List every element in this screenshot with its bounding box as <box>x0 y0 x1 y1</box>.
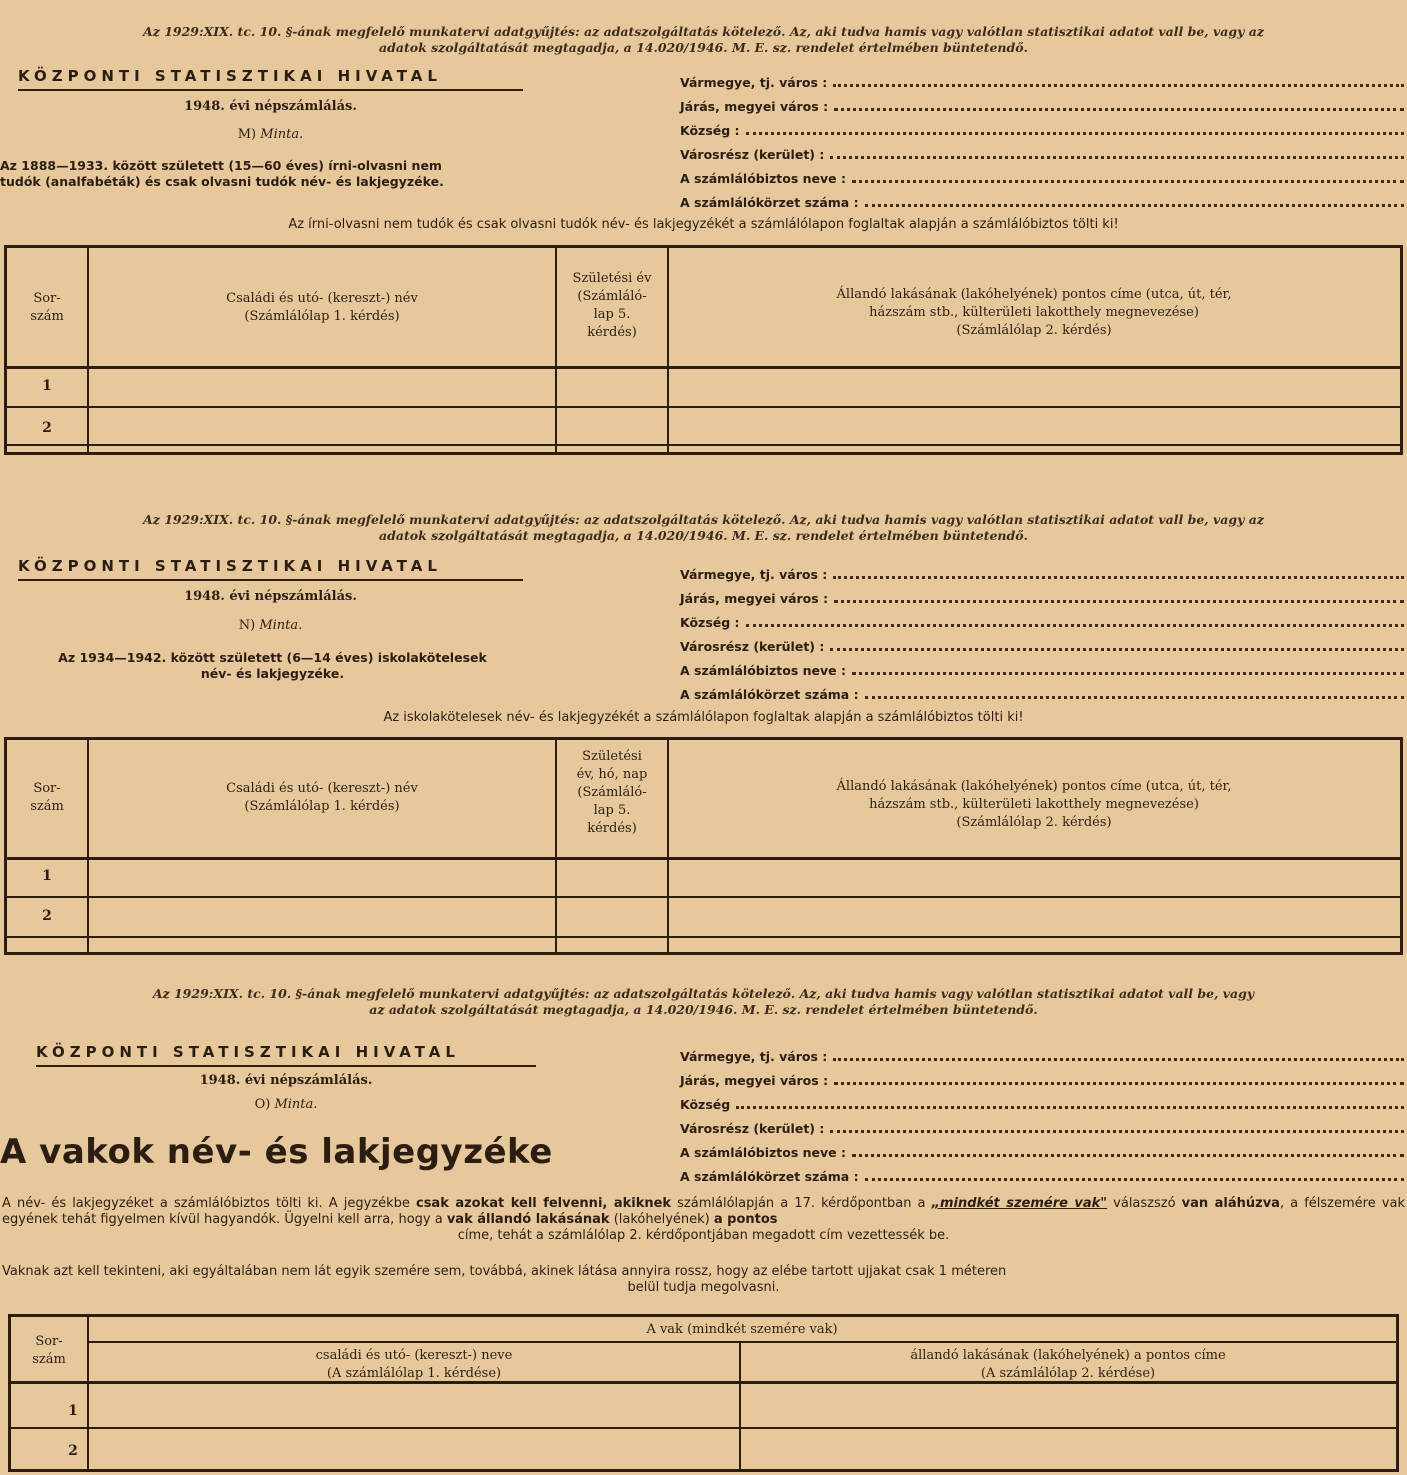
header-address: Állandó lakásának (lakóhelyének) pontos címe (utca, út, tér, házszám stb., külterületi lakotthely megnevezése) (Számlálólap 2. kérdés) <box>836 779 1232 830</box>
field-label: Község : <box>680 615 740 630</box>
location-fields <box>680 66 1404 210</box>
text-run: vak állandó lakásának <box>446 1212 610 1227</box>
instructions-paragraph-1 <box>2 1196 1405 1244</box>
field-label: A számlálóbiztos neve : <box>680 171 847 186</box>
header-group: A vak (mindkét szemére vak) <box>646 1322 838 1337</box>
field-quarter[interactable] <box>680 138 1404 162</box>
header-name: Családi és utó- (kereszt-) név (Számlálólap 1. kérdés) <box>226 291 418 324</box>
field-label: Városrész (kerület) : <box>680 1121 825 1136</box>
sample-letter: O) <box>254 1097 271 1112</box>
row-divider <box>11 1427 1396 1429</box>
field-county[interactable] <box>680 1040 1404 1064</box>
field-enumeration-district[interactable] <box>680 186 1404 210</box>
header-birth-year: Születési év (Számláló- lap 5. kérdés) <box>572 271 652 340</box>
field-label: Városrész (kerület) : <box>680 147 825 162</box>
text-run: a pontos <box>713 1212 778 1227</box>
text-run: Vaknak azt kell tekinteni, aki egyáltalában nem lát egyik szemére sem, továbbá, akinek látása annyira rossz, hogy az elébe tartott ujjakat csak 1 méteren <box>2 1264 1007 1279</box>
col-divider <box>667 248 669 452</box>
field-village[interactable] <box>680 114 1404 138</box>
sample-letter: M) <box>237 127 257 142</box>
row-divider <box>7 896 1400 898</box>
register-table <box>4 737 1403 955</box>
col-divider <box>87 740 89 952</box>
fill-line[interactable] <box>830 648 1404 651</box>
header-address: Állandó lakásának (lakóhelyének) pontos címe (utca, út, tér, házszám stb., külterületi lakotthely megnevezése) (Számlálólap 2. kérdés) <box>836 287 1232 338</box>
fill-line[interactable] <box>833 1058 1404 1061</box>
fill-line[interactable] <box>852 1154 1404 1157</box>
field-district[interactable] <box>680 90 1404 114</box>
fill-line[interactable] <box>736 1106 1404 1109</box>
legal-line-1: Az 1929:XIX. tc. 10. §-ának megfelelő munkatervi adatgyűjtés: az adatszolgáltatás kötelező. Az, aki tudva hamis vagy valótlan statisztikai adatot vall be, vagy az <box>143 512 1264 527</box>
text-run: címe, tehát a számlálólap 2. kérdőpontjában megadott cím vezettessék be. <box>457 1228 950 1243</box>
field-label: Járás, megyei város : <box>680 591 829 606</box>
col-divider <box>87 248 89 452</box>
field-enumerator[interactable] <box>680 162 1404 186</box>
census-title: 1948. évi népszámlálás. <box>184 589 357 604</box>
field-label: A számlálókörzet száma : <box>680 1169 859 1184</box>
field-label: A számlálókörzet száma : <box>680 687 859 702</box>
legal-notice <box>0 986 1407 1018</box>
agency-name: KÖZPONTI STATISZTIKAI HIVATAL <box>36 1043 460 1061</box>
field-label: Járás, megyei város : <box>680 1073 829 1088</box>
fill-line[interactable] <box>865 696 1404 699</box>
scope-line-2: név- és lakjegyzéke. <box>200 666 345 681</box>
sample-word: Minta. <box>260 127 304 142</box>
field-label: Vármegye, tj. város : <box>680 567 828 582</box>
field-enumerator[interactable] <box>680 654 1404 678</box>
header-num: Sor- szám <box>32 1334 66 1367</box>
legal-line-2: az adatok szolgáltatását megtagadja, a 14.020/1946. M. E. sz. rendelet értelmében büntetendő. <box>369 1002 1038 1017</box>
instruction-line: Az írni-olvasni nem tudók és csak olvasni tudók név- és lakjegyzékét a számlálólapon foglaltak alapján a számlálóbiztos tölti ki! <box>288 217 1119 232</box>
text-run: belül tudja megolvasni. <box>627 1280 780 1295</box>
field-district[interactable] <box>680 1064 1404 1088</box>
text-run: (lakóhelyének) <box>609 1212 714 1227</box>
sample-label <box>36 1097 536 1112</box>
census-title: 1948. évi népszámlálás. <box>184 99 357 114</box>
row-divider <box>7 936 1400 938</box>
header-name: Családi és utó- (kereszt-) név (Számlálólap 1. kérdés) <box>226 781 418 814</box>
agency-name: KÖZPONTI STATISZTIKAI HIVATAL <box>18 557 442 575</box>
legal-line-1: Az 1929:XIX. tc. 10. §-ának megfelelő munkatervi adatgyűjtés: az adatszolgáltatás kötelező. Az, aki tudva hamis vagy valótlan statisztikai adatot vall be, vagy <box>152 986 1255 1001</box>
row-number: 1 <box>42 868 52 884</box>
text-run: válaszszó <box>1107 1196 1182 1211</box>
row-divider <box>7 444 1400 446</box>
field-quarter[interactable] <box>680 630 1404 654</box>
col-divider <box>667 740 669 952</box>
legal-line-1: Az 1929:XIX. tc. 10. §-ának megfelelő munkatervi adatgyűjtés: az adatszolgáltatás kötelező. Az, aki tudva hamis vagy valótlan statisztikai adatot vall be, vagy az <box>143 24 1264 39</box>
fill-line[interactable] <box>852 672 1404 675</box>
fill-line[interactable] <box>833 576 1404 579</box>
header-num: Sor- szám <box>30 291 64 324</box>
agency-rule <box>18 89 523 91</box>
sample-label <box>18 618 523 633</box>
agency-rule <box>36 1065 536 1067</box>
text-run: A név- és lakjegyzéket a számlálóbiztos tölti ki. A jegyzékbe <box>2 1196 416 1211</box>
field-district[interactable] <box>680 582 1404 606</box>
field-label: A számlálókörzet száma : <box>680 195 859 210</box>
agency-name: KÖZPONTI STATISZTIKAI HIVATAL <box>18 67 442 85</box>
row-number: 1 <box>42 378 52 394</box>
field-label: Vármegye, tj. város : <box>680 1049 828 1064</box>
field-label: Városrész (kerület) : <box>680 639 825 654</box>
field-label: Járás, megyei város : <box>680 99 829 114</box>
location-fields <box>680 558 1404 702</box>
field-enumeration-district[interactable] <box>680 1160 1404 1184</box>
register-table <box>8 1314 1399 1472</box>
sample-word: Minta. <box>259 618 303 633</box>
field-enumeration-district[interactable] <box>680 678 1404 702</box>
header-birth-date: Születési év, hó, nap (Számláló- lap 5. kérdés) <box>576 749 648 836</box>
field-label: Község <box>680 1097 731 1112</box>
text-run: van aláhúzva <box>1181 1196 1280 1211</box>
text-run: számlálólapján a 17. kérdőpontban a <box>671 1196 932 1211</box>
text-run: „mindkét szemére vak" <box>931 1196 1108 1211</box>
sample-letter: N) <box>238 618 256 633</box>
row-number: 2 <box>42 908 52 924</box>
field-quarter[interactable] <box>680 1112 1404 1136</box>
location-fields <box>680 1040 1404 1184</box>
field-label: A számlálóbiztos neve : <box>680 663 847 678</box>
page-title: A vakok név- és lakjegyzéke <box>0 1132 553 1172</box>
instruction-line: Az iskolakötelesek név- és lakjegyzékét a számlálólapon foglaltak alapján a számlálóbiztos tölti ki! <box>383 710 1024 725</box>
field-enumerator[interactable] <box>680 1136 1404 1160</box>
fill-line[interactable] <box>830 156 1404 159</box>
legal-line-2: adatok szolgáltatását megtagadja, a 14.020/1946. M. E. sz. rendelet értelmében büntetendő. <box>379 40 1028 55</box>
fill-line[interactable] <box>865 1178 1404 1181</box>
legal-line-2: adatok szolgáltatását megtagadja, a 14.020/1946. M. E. sz. rendelet értelmében büntetendő. <box>379 528 1028 543</box>
fill-line[interactable] <box>834 600 1404 603</box>
fill-line[interactable] <box>833 84 1404 87</box>
sample-word: Minta. <box>274 1097 318 1112</box>
scope-line-1: Az 1934—1942. között született (6—14 éves) iskolakötelesek <box>58 650 487 665</box>
field-village[interactable] <box>680 606 1404 630</box>
header-num: Sor- szám <box>30 781 64 814</box>
field-label: Vármegye, tj. város : <box>680 75 828 90</box>
row-number: 2 <box>68 1443 78 1459</box>
agency-rule <box>18 579 523 581</box>
header-address: állandó lakásának (lakóhelyének) a pontos címe (A számlálólap 2. kérdése) <box>910 1348 1226 1381</box>
sample-label <box>18 127 523 142</box>
fill-line[interactable] <box>746 624 1404 627</box>
header-name: családi és utó- (kereszt-) neve (A számlálólap 1. kérdése) <box>315 1348 513 1381</box>
row-divider <box>7 406 1400 408</box>
fill-line[interactable] <box>852 180 1404 183</box>
fill-line[interactable] <box>865 204 1404 207</box>
register-table <box>4 245 1403 455</box>
field-village[interactable] <box>680 1088 1404 1112</box>
row-number: 2 <box>42 420 52 436</box>
legal-notice <box>0 24 1407 56</box>
census-title: 1948. évi népszámlálás. <box>199 1073 373 1088</box>
fill-line[interactable] <box>834 108 1404 111</box>
fill-line[interactable] <box>746 132 1404 135</box>
field-label: Község : <box>680 123 740 138</box>
row-number: 1 <box>68 1403 78 1419</box>
field-label: A számlálóbiztos neve : <box>680 1145 847 1160</box>
instructions-paragraph-2 <box>2 1264 1405 1296</box>
legal-notice <box>0 512 1407 544</box>
field-county[interactable] <box>680 558 1404 582</box>
fill-line[interactable] <box>830 1130 1404 1133</box>
scope-description <box>0 650 545 682</box>
text-run: csak azokat kell felvenni, akiknek <box>415 1196 672 1211</box>
field-county[interactable] <box>680 66 1404 90</box>
scope-description <box>0 158 540 190</box>
text-run: , a félszemére vak egyének tehát figyelmen kívül hagyandók. Ügyelni kell arra, hogy a <box>2 1196 1405 1227</box>
fill-line[interactable] <box>834 1082 1404 1085</box>
scope-line-1: Az 1888—1933. között született (15—60 éves) írni-olvasni nem <box>0 158 442 173</box>
scope-line-2: tudók (analfabéták) és csak olvasni tudók név- és lakjegyzéke. <box>0 174 444 189</box>
